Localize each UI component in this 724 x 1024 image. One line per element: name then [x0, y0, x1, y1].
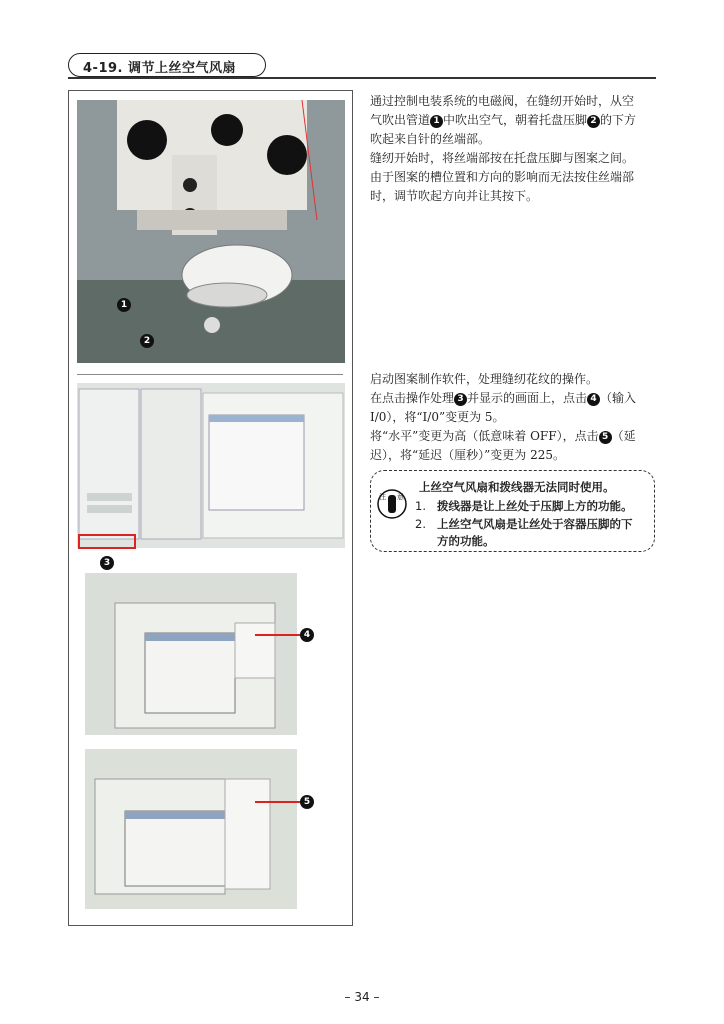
inline-callout-5: 5 — [599, 431, 612, 444]
caution-item-1-num: 1. — [415, 499, 426, 513]
para1-line-1: 通过控制电装系统的电磁阀，在缝纫开始时，从空 — [370, 94, 635, 108]
para2-line-4b: （延 — [611, 429, 636, 443]
callout-4-leader — [255, 634, 300, 636]
caution-icon-char-1: 注 — [379, 493, 386, 501]
inline-callout-4: 4 — [587, 393, 600, 406]
callout-5-leader — [255, 801, 300, 803]
caution-hand-icon — [377, 487, 407, 521]
para1-line-3: 吹起来自针的丝端部。 — [370, 132, 491, 146]
caution-item-2 — [415, 516, 633, 532]
para2-line-3: I/0），将“I/0”变更为 5。 — [370, 410, 505, 424]
para1-line-2c: 的下方 — [600, 113, 637, 127]
caution-note — [370, 470, 655, 552]
caution-icon-char-2: 意 — [397, 493, 404, 501]
section-title-tab — [68, 53, 266, 77]
caution-item-1 — [415, 498, 633, 514]
para2-line-1: 启动图案制作软件，处理缝纫花纹的操作。 — [370, 372, 599, 386]
para1-line-6: 时，调节吹起方向并让其按下。 — [370, 189, 539, 203]
header-rule — [68, 77, 656, 79]
callout-1: 1 — [117, 298, 131, 312]
para2-line-2c: （输入 — [600, 391, 637, 405]
para1-line-5: 由于图案的槽位置和方向的影响而无法按住丝端部 — [370, 170, 635, 184]
software-screen-illustration-3 — [85, 749, 297, 909]
para1-line-2a: 气吹出管道 — [370, 113, 431, 127]
caution-item-3-text: 方的功能。 — [437, 534, 495, 548]
para2-line-5: 迟），将“延迟（厘秒）”变更为 225。 — [370, 448, 565, 462]
para2-line-2b: 并显示的画面上，点击 — [467, 391, 588, 405]
description-paragraph-1 — [370, 92, 655, 206]
para1-line-4: 缝纫开始时，将丝端部按在托盘压脚与图案之间。 — [370, 151, 635, 165]
caution-title: 上丝空气风扇和拨线器无法同时使用。 — [419, 480, 615, 494]
para2-line-2 — [370, 389, 655, 408]
caution-item-1-text: 拨线器是让上丝处于压脚上方的功能。 — [437, 499, 633, 513]
software-screen-photo-3 — [85, 749, 297, 909]
callout-5: 5 — [300, 795, 314, 809]
section-title: 4-19. 调节上丝空气风扇 — [83, 61, 236, 76]
para2-line-4 — [370, 427, 655, 446]
figure-divider — [77, 374, 343, 375]
inline-callout-3: 3 — [454, 393, 467, 406]
sewing-machine-photo — [77, 100, 345, 363]
para2-line-4a: 将“水平”变更为高（低意味着 OFF），点击 — [370, 429, 599, 443]
callout-2: 2 — [140, 334, 154, 348]
software-screen-illustration-1 — [77, 383, 345, 548]
software-screen-illustration-2 — [85, 573, 297, 735]
inline-callout-1: 1 — [430, 115, 443, 128]
caution-item-2-cont — [415, 533, 495, 549]
callout-3: 3 — [100, 556, 114, 570]
para1-line-2b: 中吹出空气，朝着托盘压脚 — [443, 113, 588, 127]
para1-line-2 — [370, 111, 655, 130]
callout-4: 4 — [300, 628, 314, 642]
operation-processing-highlight — [78, 534, 136, 549]
description-paragraph-2 — [370, 370, 655, 465]
sewing-machine-illustration — [77, 100, 345, 363]
inline-callout-2: 2 — [587, 115, 600, 128]
caution-item-2-text: 上丝空气风扇是让丝处于容器压脚的下 — [437, 517, 633, 531]
page-number: – 34 – — [344, 990, 380, 1004]
para2-line-2a: 在点击操作处理 — [370, 391, 455, 405]
software-screen-photo-1 — [77, 383, 345, 548]
software-screen-photo-2 — [85, 573, 297, 735]
caution-item-2-num: 2. — [415, 517, 426, 531]
